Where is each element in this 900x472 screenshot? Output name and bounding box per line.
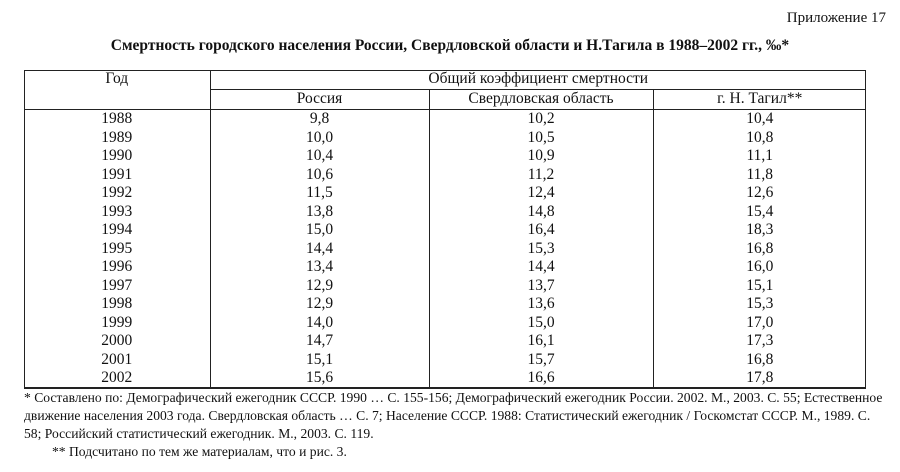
- tagil-cell: 17,8: [653, 369, 866, 388]
- table-row: [24, 184, 866, 203]
- russia-cell: 10,0: [210, 129, 429, 148]
- sverdlovsk-cell: 14,4: [429, 258, 653, 277]
- appendix-label: Приложение 17: [786, 10, 886, 26]
- sverdlovsk-cell: 10,2: [429, 110, 653, 129]
- year-cell: 1990: [24, 147, 210, 166]
- year-cell: 1999: [24, 314, 210, 333]
- sverdlovsk-cell: 13,6: [429, 295, 653, 314]
- table-row: [24, 221, 866, 240]
- sverdlovsk-cell: 16,4: [429, 221, 653, 240]
- sverdlovsk-cell: 15,3: [429, 240, 653, 259]
- table-row: [24, 129, 866, 148]
- sverdlovsk-cell: 15,0: [429, 314, 653, 333]
- table-row: [24, 351, 866, 370]
- russia-cell: 9,8: [210, 110, 429, 129]
- tagil-cell: 11,1: [746, 147, 774, 164]
- sverdlovsk-cell: 10,9: [429, 147, 653, 166]
- year-cell: 1997: [24, 277, 210, 296]
- russia-cell: 13,8: [210, 203, 429, 222]
- year-column-header: Год: [24, 70, 210, 110]
- footnote-sources: * Составлено по: Демографический ежегодник СССР. 1990 … С. 155-156; Демографический ежегодник России. 2002. М., 2003. С. 55; Естественное движение населения 2003 года. Свердловская область … С. 7; Население СССР. 1988: Статистический ежегодник / Госкомстат СССР. М., 1989. С. 58; Российский статистический ежегодник. М., 2003. С. 119.: [24, 390, 883, 441]
- table-row: [24, 277, 866, 296]
- tagil-cell: 12,6: [746, 184, 774, 201]
- year-cell: 1992: [24, 184, 210, 203]
- sverdlovsk-cell: 10,5: [429, 129, 653, 148]
- tagil-cell: 15,1: [746, 276, 774, 294]
- tagil-cell: 15,4: [746, 202, 774, 220]
- table-row: [24, 314, 866, 333]
- sverdlovsk-cell: 13,7: [429, 277, 653, 296]
- sverdlovsk-cell: 16,1: [429, 332, 653, 351]
- year-cell: 1995: [24, 240, 210, 259]
- table-row: [24, 203, 866, 222]
- table-row: [24, 166, 866, 185]
- sverdlovsk-cell: 14,8: [429, 203, 653, 222]
- russia-cell: 14,4: [210, 240, 429, 259]
- sverdlovsk-cell: 12,4: [429, 184, 653, 203]
- tagil-cell: 11,8: [746, 165, 774, 183]
- table-row: [24, 369, 866, 388]
- table-row: [24, 258, 866, 277]
- table-row: [24, 110, 866, 129]
- tagil-cell: 16,0: [746, 258, 774, 275]
- russia-cell: 13,4: [210, 258, 429, 277]
- footnote-tagil: ** Подсчитано по тем же материалам, что и рис. 3.: [52, 444, 347, 459]
- russia-cell: 11,5: [210, 184, 429, 203]
- table-row: [24, 147, 866, 166]
- russia-cell: 12,9: [210, 277, 429, 296]
- sverdlovsk-column-header: Свердловская область: [429, 90, 653, 110]
- year-cell: 2000: [24, 332, 210, 351]
- russia-cell: 15,1: [210, 351, 429, 370]
- sverdlovsk-cell: 16,6: [429, 369, 653, 388]
- russia-column-header: Россия: [210, 90, 429, 110]
- year-cell: 1991: [24, 166, 210, 185]
- tagil-cell: 18,3: [746, 221, 774, 238]
- year-cell: 2001: [24, 351, 210, 370]
- sverdlovsk-cell: 11,2: [429, 166, 653, 185]
- russia-cell: 12,9: [210, 295, 429, 314]
- tagil-cell: 17,3: [746, 332, 774, 349]
- footnotes: [24, 389, 886, 461]
- year-cell: 1994: [24, 221, 210, 240]
- year-cell: 1993: [24, 203, 210, 222]
- tagil-cell: 10,8: [746, 128, 774, 146]
- tagil-column-header: г. Н. Тагил**: [653, 90, 866, 110]
- table-row: [24, 240, 866, 259]
- mortality-group-header: Общий коэффициент смертности: [210, 70, 866, 90]
- russia-cell: 15,0: [210, 221, 429, 240]
- russia-cell: 15,6: [210, 369, 429, 388]
- table-body: [24, 110, 866, 389]
- year-cell: 2002: [24, 369, 210, 388]
- page-title: Смертность городского населения России, Свердловской области и Н.Тагила в 1988–2002 гг., ‰*: [110, 37, 790, 54]
- sverdlovsk-cell: 15,7: [429, 351, 653, 370]
- tagil-cell: 16,8: [746, 350, 774, 368]
- year-cell: 1988: [24, 110, 210, 129]
- mortality-table: [24, 70, 866, 389]
- russia-cell: 14,7: [210, 332, 429, 351]
- tagil-cell: 16,8: [746, 239, 774, 257]
- table-row: [24, 332, 866, 351]
- russia-cell: 10,6: [210, 166, 429, 185]
- year-cell: 1996: [24, 258, 210, 277]
- table-row: [24, 295, 866, 314]
- tagil-cell: 17,0: [746, 313, 774, 331]
- russia-cell: 10,4: [210, 147, 429, 166]
- year-cell: 1989: [24, 129, 210, 148]
- tagil-cell: 10,4: [746, 110, 774, 127]
- tagil-cell: 15,3: [746, 295, 774, 312]
- year-cell: 1998: [24, 295, 210, 314]
- russia-cell: 14,0: [210, 314, 429, 333]
